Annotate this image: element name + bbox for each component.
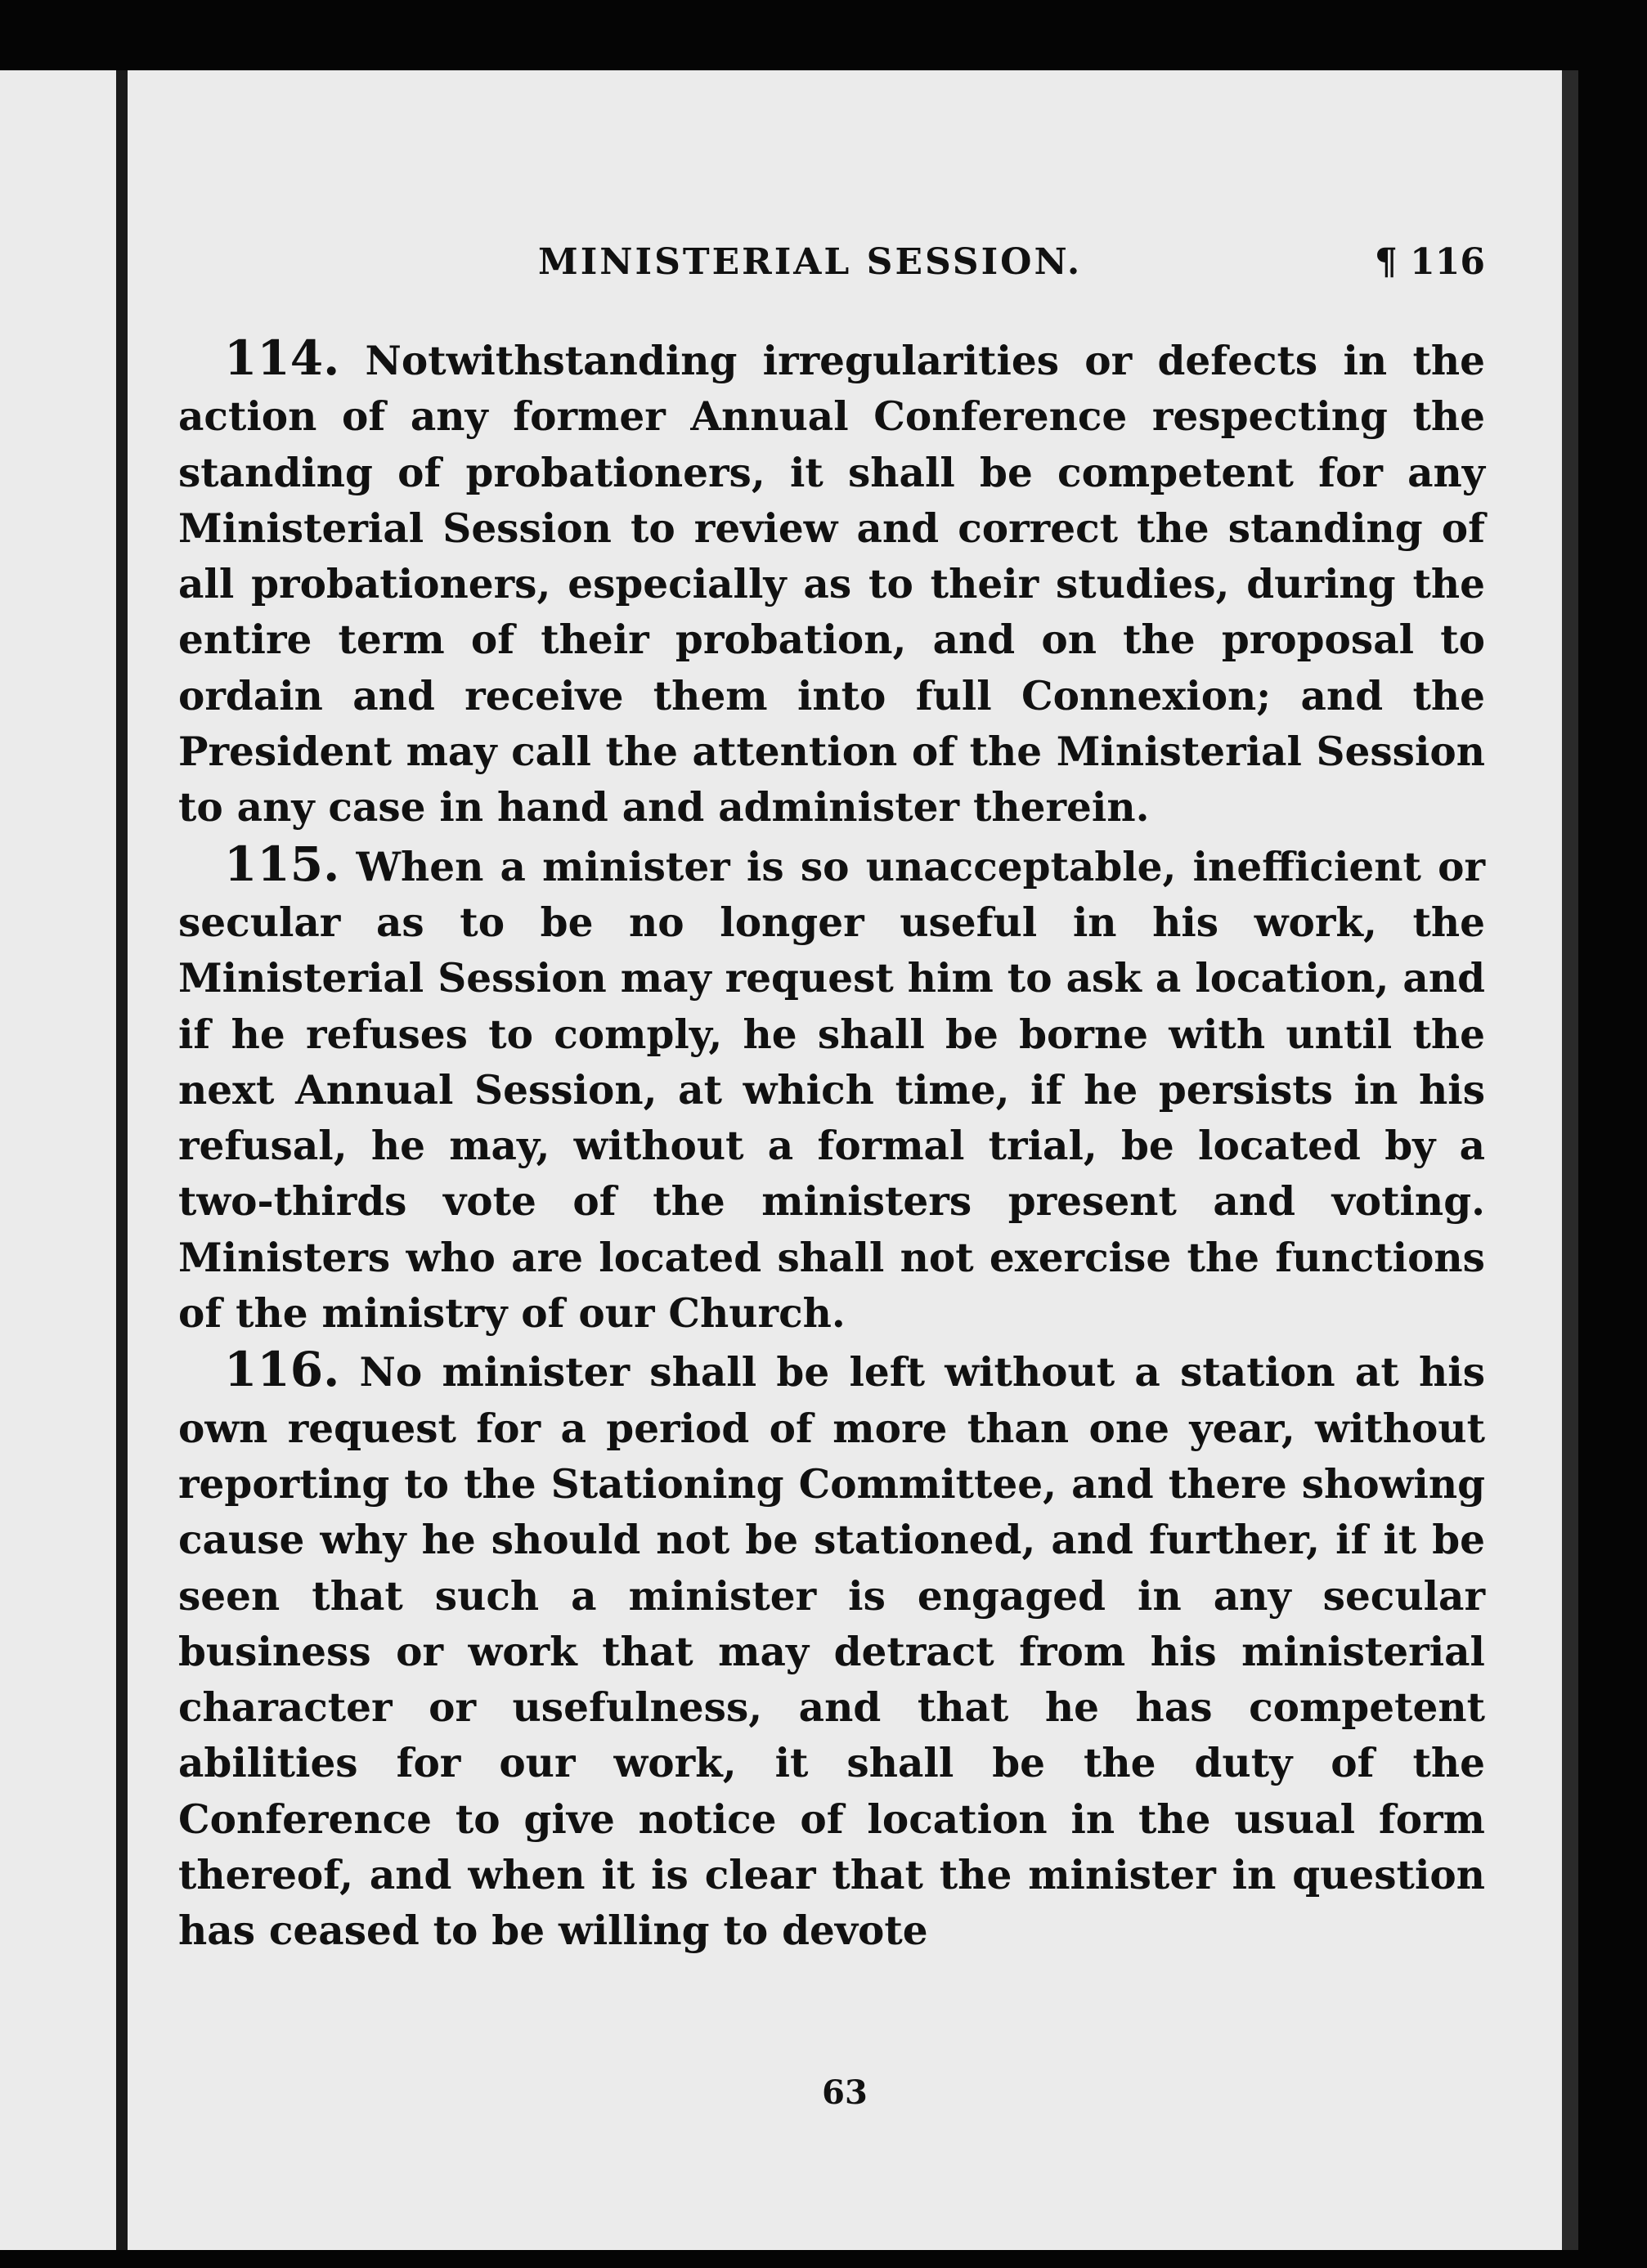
page-body — [178, 330, 1485, 1960]
facing-page-edge — [0, 70, 116, 2250]
paragraph-text: When a minister is so unacceptable, inefficient or secular as to be no longer useful in his work, the Ministerial Session may request him to ask a location, and if he refuses to comply, he shall be borne with until the next Annual Session, at which time, if he persists in his refusal, he may, without a formal trial, be located by a two-thirds vote of the ministers present and voting. Ministers who are located shall not exercise the functions of the ministry of our Church. — [178, 843, 1485, 1338]
paragraph-text: Notwithstanding irregularities or defects in the action of any former Annual Conference respecting the standing of probationers, it shall be competent for any Ministerial Session to review and correct the standing of all probationers, especially as to their studies, during the entire term of their probation, and on the proposal to ordain and receive them into full Connexion; and the President may call the attention of the Ministerial Session to any case in hand and administer therein. — [178, 338, 1485, 831]
paragraph-114 — [178, 330, 1485, 836]
page-header — [128, 241, 1562, 298]
paragraph-number: 115. — [224, 836, 340, 892]
book-page — [128, 70, 1562, 2250]
page-edge-shadow — [1562, 70, 1578, 2250]
paragraph-number: 114. — [224, 330, 340, 386]
paragraph-number: 116. — [224, 1342, 340, 1398]
book-gutter — [116, 70, 128, 2250]
running-head: MINISTERIAL SESSION. — [538, 241, 1083, 283]
paragraph-115 — [178, 836, 1485, 1342]
page-number: 63 — [822, 2073, 868, 2112]
paragraph-text: No minister shall be left without a station at his own request for a period of more than one year, without reporting to the Stationing Committee, and there showing cause why he should not be stationed, and further, if it be seen that such a minister is engaged in any secular business or work that may detract from his ministerial character or usefulness, and that he has competent abilities for our work, it shall be the duty of the Conference to give notice of location in the usual form thereof, and when it is clear that the minister in question has ceased to be willing to devote — [178, 1349, 1485, 1955]
section-reference: ¶ 116 — [1374, 241, 1485, 283]
paragraph-116 — [178, 1342, 1485, 1959]
